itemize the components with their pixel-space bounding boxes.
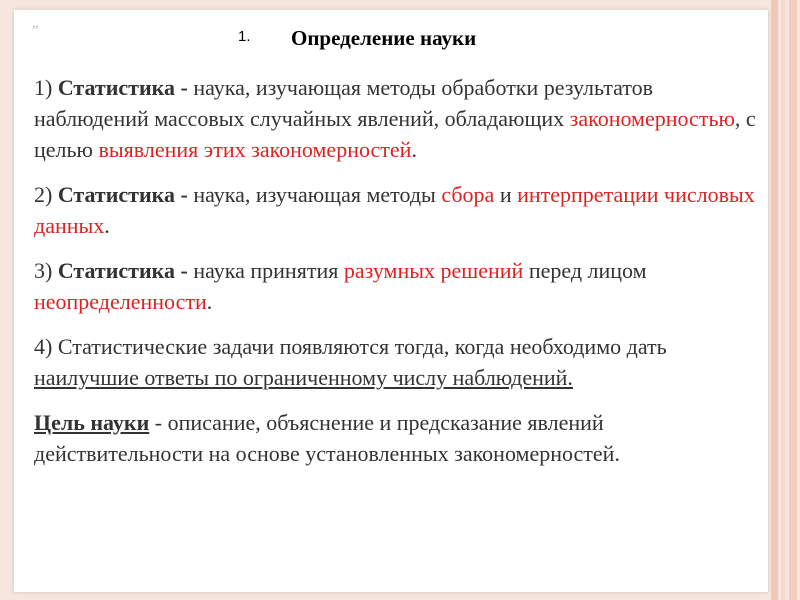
statement-4-underlined: наилучшие ответы по ограниченному числу наблюдений. (34, 365, 573, 390)
definition-2-end: . (104, 213, 110, 238)
definition-1-term: Статистика - (57, 75, 188, 100)
definition-3-prefix: 3) (34, 258, 58, 283)
definition-2-term: Статистика - (57, 182, 188, 207)
definition-3-end: . (206, 289, 213, 314)
definition-2-prefix: 2) (34, 182, 58, 207)
definition-3-highlight-1: разумных решений (343, 258, 524, 283)
definition-1-prefix: 1) (34, 75, 58, 100)
definition-3-text-2: перед лицом (523, 258, 647, 283)
statement-4 (34, 331, 766, 393)
definition-1 (34, 72, 766, 165)
decor-stripe-3 (789, 0, 797, 600)
science-goal (34, 407, 766, 469)
definition-1-highlight-2: выявления этих закономерностей (98, 137, 412, 162)
corner-mark: „ (32, 16, 39, 31)
definition-2-highlight-1: сбора (441, 182, 495, 207)
slide-content (34, 72, 766, 483)
definition-2-highlight-2: интерпретации числовых данных (34, 182, 755, 238)
definition-3 (34, 255, 766, 317)
definition-1-end: . (411, 137, 417, 162)
definition-3-term: Статистика - (57, 258, 188, 283)
science-goal-text: - описание, объяснение и предсказание явлений действительности на основе установленных закономерностей. (34, 410, 620, 466)
definition-3-text-1: наука принятия (187, 258, 344, 283)
definition-2 (34, 179, 766, 241)
definition-2-text-1: наука, изучающая методы (187, 182, 442, 207)
heading-title: Определение науки (291, 26, 477, 50)
science-goal-term: Цель науки (34, 410, 150, 435)
definition-1-highlight-1: закономерностью (569, 106, 735, 131)
heading-number: 1. (238, 28, 251, 45)
decor-stripe-2 (781, 0, 785, 600)
definition-1-text-2: , с целью (34, 106, 756, 162)
decor-stripe-1 (771, 0, 778, 600)
definition-3-highlight-2: неопределенности (34, 289, 207, 314)
definition-1-text-1: наука, изучающая методы обработки результатов наблюдений массовых случайных явлений, обладающих (34, 75, 654, 131)
definition-2-text-2: и (494, 182, 518, 207)
slide (14, 10, 768, 592)
statement-4-text: 4) Статистические задачи появляются тогда, когда необходимо дать (34, 334, 667, 359)
